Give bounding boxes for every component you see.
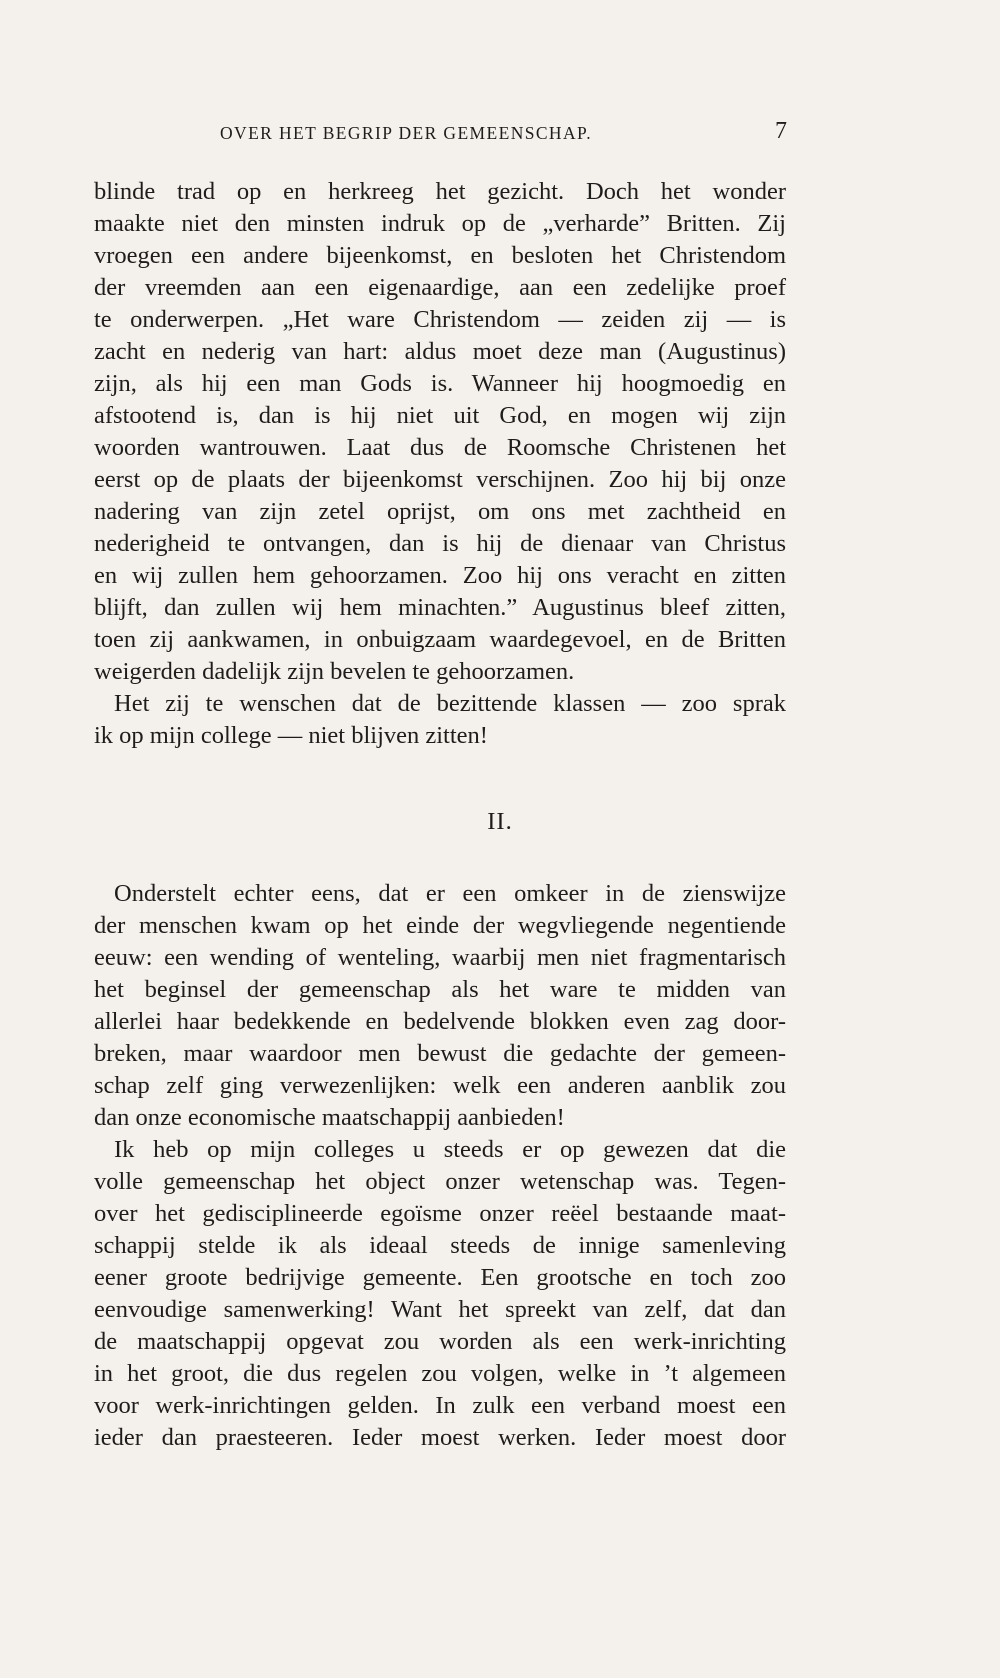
text-line: eenvoudige samenwerking! Want het spreekt van zelf, dat dan bbox=[94, 1296, 786, 1323]
text-line: zacht en nederig van hart: aldus moet deze man (Augustinus) bbox=[94, 338, 786, 365]
text-line: allerlei haar bedekkende en bedelvende blokken even zag door- bbox=[94, 1008, 786, 1035]
text-line: der vreemden aan een eigenaardige, aan een zedelijke proef bbox=[94, 274, 786, 301]
text-line: Het zij te wenschen dat de bezittende klassen — zoo sprak bbox=[114, 690, 786, 717]
text-line: schap zelf ging verwezenlijken: welk een anderen aanblik zou bbox=[94, 1072, 786, 1099]
text-line: blinde trad op en herkreeg het gezicht. Doch het wonder bbox=[94, 178, 786, 205]
text-line: zijn, als hij een man Gods is. Wanneer hij hoogmoedig en bbox=[94, 370, 786, 397]
text-line: vroegen een andere bijeenkomst, en besloten het Christendom bbox=[94, 242, 786, 269]
text-line: over het gedisciplineerde egoïsme onzer reëel bestaande maat- bbox=[94, 1200, 786, 1227]
text-line: woorden wantrouwen. Laat dus de Roomsche Christenen het bbox=[94, 434, 786, 461]
text-line: maakte niet den minsten indruk op de „verharde” Britten. Zij bbox=[94, 210, 786, 237]
text-line: voor werk-inrichtingen gelden. In zulk een verband moest een bbox=[94, 1392, 786, 1419]
text-line: eener groote bedrijvige gemeente. Een grootsche en toch zoo bbox=[94, 1264, 786, 1291]
text-line: nederigheid te ontvangen, dan is hij de dienaar van Christus bbox=[94, 530, 786, 557]
text-line: blijft, dan zullen wij hem minachten.” Augustinus bleef zitten, bbox=[94, 594, 786, 621]
text-line: toen zij aankwamen, in onbuigzaam waardegevoel, en de Britten bbox=[94, 626, 786, 653]
text-line: der menschen kwam op het einde der wegvliegende negentiende bbox=[94, 912, 786, 939]
text-line: Onderstelt echter eens, dat er een omkeer in de zienswijze bbox=[114, 880, 786, 907]
running-head: OVER HET BEGRIP DER GEMEENSCHAP. bbox=[220, 123, 592, 143]
text-line: afstootend is, dan is hij niet uit God, en mogen wij zijn bbox=[94, 402, 786, 429]
text-line: breken, maar waardoor men bewust die gedachte der gemeen- bbox=[94, 1040, 786, 1067]
text-line: schappij stelde ik als ideaal steeds de innige samenleving bbox=[94, 1232, 786, 1259]
page-number: 7 bbox=[775, 118, 787, 144]
text-line: Ik heb op mijn colleges u steeds er op gewezen dat die bbox=[114, 1136, 786, 1163]
text-line: de maatschappij opgevat zou worden als een werk-inrichting bbox=[94, 1328, 786, 1355]
text-line: weigerden dadelijk zijn bevelen te gehoorzamen. bbox=[94, 658, 575, 685]
text-line: dan onze economische maatschappij aanbieden! bbox=[94, 1104, 565, 1131]
text-line: en wij zullen hem gehoorzamen. Zoo hij ons veracht en zitten bbox=[94, 562, 786, 589]
text-line: eeuw: een wending of wenteling, waarbij men niet fragmentarisch bbox=[94, 944, 786, 971]
text-line: ieder dan praesteeren. Ieder moest werken. Ieder moest door bbox=[94, 1424, 786, 1451]
text-line: nadering van zijn zetel oprijst, om ons met zachtheid en bbox=[94, 498, 786, 525]
text-line: te onderwerpen. „Het ware Christendom — zeiden zij — is bbox=[94, 306, 786, 333]
text-line: in het groot, die dus regelen zou volgen, welke in ’t algemeen bbox=[94, 1360, 786, 1387]
text-line: volle gemeenschap het object onzer wetenschap was. Tegen- bbox=[94, 1168, 786, 1195]
text-line: eerst op de plaats der bijeenkomst verschijnen. Zoo hij bij onze bbox=[94, 466, 786, 493]
text-line: het beginsel der gemeenschap als het ware te midden van bbox=[94, 976, 786, 1003]
text-line: ik op mijn college — niet blijven zitten! bbox=[94, 722, 488, 749]
section-heading: II. bbox=[487, 808, 513, 835]
